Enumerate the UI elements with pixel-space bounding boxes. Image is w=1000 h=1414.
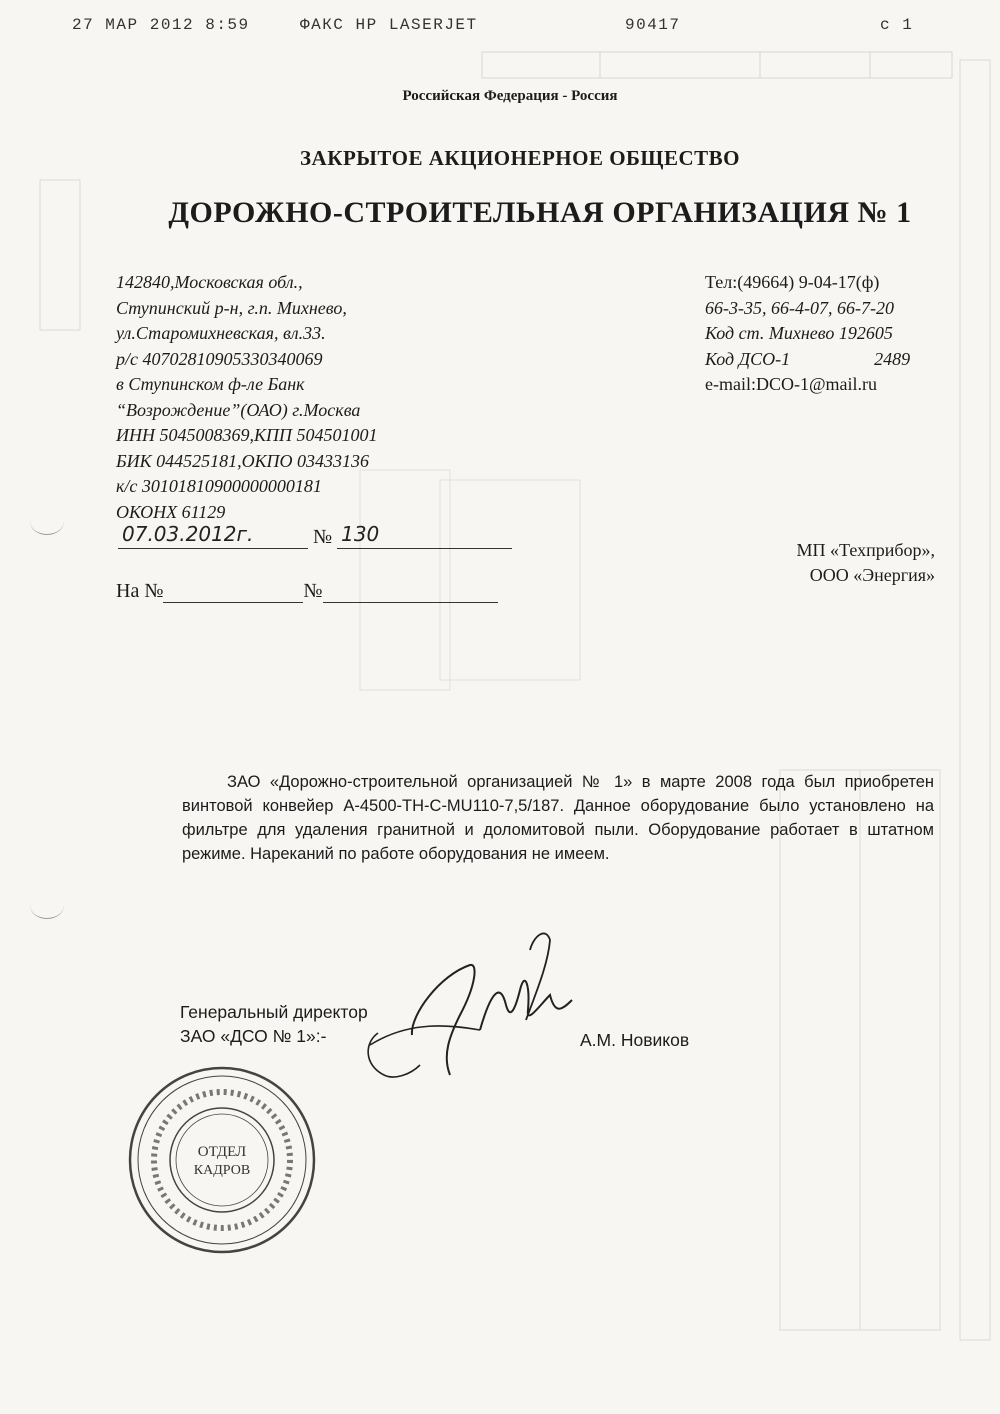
inn-kpp-line: ИНН 5045008369,КПП 504501001 [116, 425, 378, 445]
okonh-line: ОКОНХ 61129 [116, 501, 226, 522]
bik-okpo-line: БИК 044525181,ОКПО 03433136 [116, 450, 370, 471]
address-line: Ступинский р-н, г.п. Михнево, [116, 297, 347, 318]
station-code-line: Код ст. Михнево 192605 [705, 323, 893, 343]
number-label: № [313, 526, 333, 548]
phone-line: Тел:(49664) 9-04-17(ф) [705, 272, 880, 292]
dso-code-label: Код ДСО-1 [705, 348, 791, 369]
handwritten-number: 130 [341, 522, 380, 546]
recipients-block [700, 538, 935, 588]
reply-label: На № [116, 580, 164, 602]
round-stamp [122, 1060, 322, 1260]
dso-code-line [705, 347, 910, 373]
country-line: Российская Федерация - Россия [402, 88, 618, 104]
contacts-block [705, 270, 910, 398]
bank-line: в Ступинском ф-ле Банк [116, 374, 305, 394]
letter-body [182, 770, 934, 866]
reply-reference [116, 580, 498, 603]
email-line: e-mail:DCO-1@mail.ru [705, 374, 878, 394]
bank-account-line: р/с 40702810905330340069 [116, 348, 323, 369]
outgoing-reference [118, 522, 512, 549]
stamp-center-line1: ОТДЕЛ [197, 1144, 247, 1160]
dso-code-value: 2489 [874, 348, 911, 369]
corr-account-line: к/с 30101810900000000181 [116, 476, 322, 496]
reply-date-field [163, 582, 303, 603]
reply-number-field [323, 582, 498, 603]
number-field [337, 522, 512, 549]
recipient-line: МП «Техприбор», [796, 540, 935, 560]
body-paragraph: ЗАО «Дорожно-строительной организацией № 1» в марте 2008 года был приобретен винтовой конвейер А-4500-ТН-С-MU110-7,5/187. Данное оборудование было установлено на фильтре для удаления гранитной и доломитовой пыли. Оборудование работает в штатном режиме. Нареканий по работе оборудования не имеем. [182, 773, 934, 863]
signer-company: ЗАО «ДСО № 1»:- [180, 1026, 327, 1046]
handwritten-signature [350, 925, 590, 1095]
fax-header [0, 16, 1000, 40]
fax-number: 90417 [625, 16, 681, 34]
address-line: 142840,Московская обл., [116, 272, 303, 292]
reply-number-label: № [303, 580, 323, 602]
signer-block [180, 1000, 368, 1048]
punch-hole-bottom [30, 892, 64, 919]
signer-name: А.М. Новиков [580, 1030, 690, 1050]
recipient-line: ООО «Энергия» [809, 565, 935, 585]
fax-device: ФАКС HP LASERJET [300, 16, 478, 34]
date-field [118, 522, 308, 549]
bank-line: “Возрождение”(ОАО) г.Москва [116, 399, 361, 420]
punch-hole-top [30, 508, 64, 535]
fax-datetime: 27 MAP 2012 8:59 [72, 16, 250, 34]
address-block [116, 270, 377, 525]
phones-extra-line: 66-3-35, 66-4-07, 66-7-20 [705, 297, 894, 318]
company-name: ДОРОЖНО-СТРОИТЕЛЬНАЯ ОРГАНИЗАЦИЯ № 1 [168, 196, 912, 229]
stamp-center-line2: КАДРОВ [193, 1163, 251, 1178]
signer-position: Генеральный директор [180, 1002, 368, 1022]
handwritten-date: 07.03.2012г. [122, 522, 254, 546]
company-type: ЗАКРЫТОЕ АКЦИОНЕРНОЕ ОБЩЕСТВО [299, 146, 741, 170]
address-line: ул.Старомихневская, вл.33. [116, 323, 326, 343]
fax-page: с 1 [880, 16, 914, 34]
